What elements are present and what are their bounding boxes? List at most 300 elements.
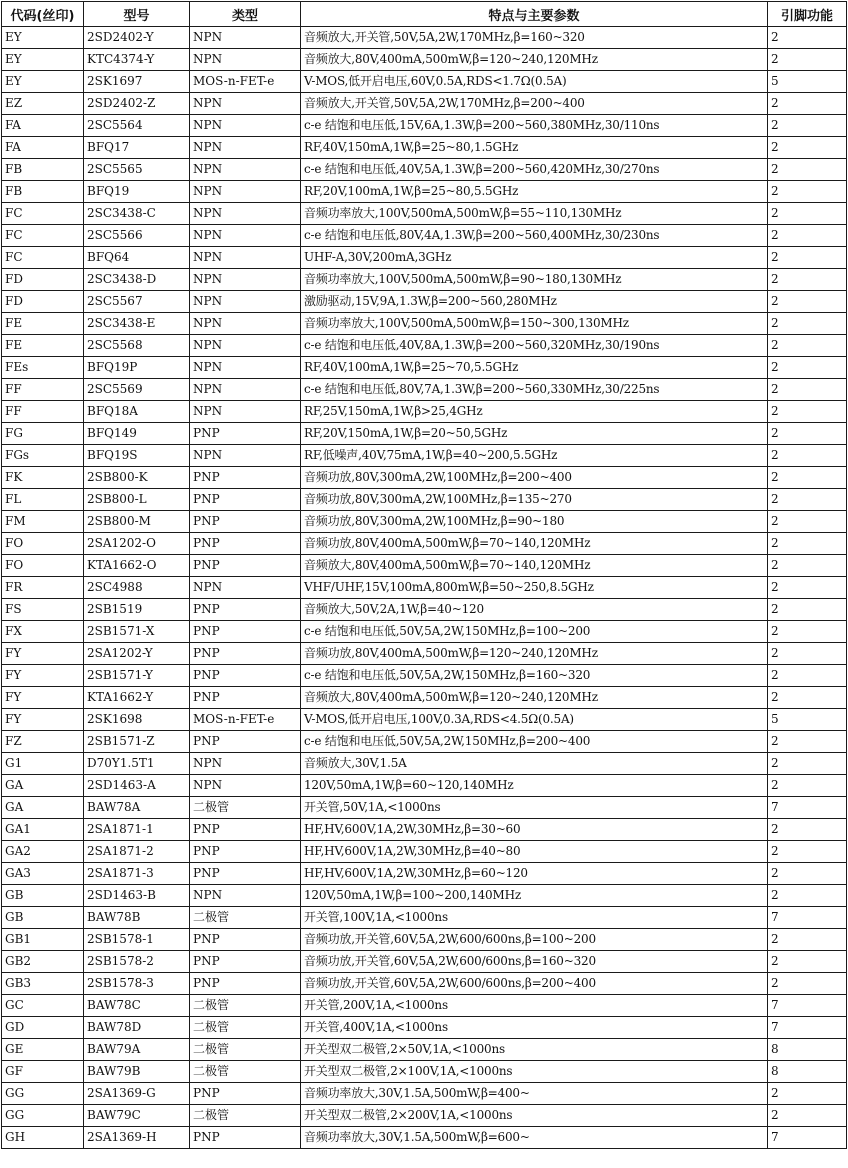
table-header-row <box>2 2 847 27</box>
cell-model: 2SA1202-Y <box>84 643 190 665</box>
cell-code: FO <box>2 533 84 555</box>
cell-param: 音频功放,80V,300mA,2W,100MHz,β=135~270 <box>301 489 768 511</box>
table-row <box>2 467 847 489</box>
cell-model: 2SC3438-C <box>84 203 190 225</box>
cell-code: FK <box>2 467 84 489</box>
cell-type: NPN <box>190 291 301 313</box>
cell-code: FE <box>2 313 84 335</box>
cell-pin: 2 <box>768 467 847 489</box>
cell-code: FB <box>2 159 84 181</box>
cell-model: BFQ19 <box>84 181 190 203</box>
table-row <box>2 665 847 687</box>
cell-param: c-e 结饱和电压低,40V,8A,1.3W,β=200~560,320MHz,30/190ns <box>301 335 768 357</box>
cell-model: 2SA1871-1 <box>84 819 190 841</box>
cell-model: BAW79C <box>84 1105 190 1127</box>
cell-code: FF <box>2 401 84 423</box>
table-row <box>2 929 847 951</box>
cell-pin: 2 <box>768 445 847 467</box>
cell-pin: 2 <box>768 27 847 49</box>
table-row <box>2 335 847 357</box>
cell-pin: 2 <box>768 489 847 511</box>
cell-type: PNP <box>190 841 301 863</box>
cell-type: PNP <box>190 1083 301 1105</box>
cell-param: RF,25V,150mA,1W,β>25,4GHz <box>301 401 768 423</box>
cell-model: 2SA1369-H <box>84 1127 190 1149</box>
cell-model: 2SC5566 <box>84 225 190 247</box>
cell-type: NPN <box>190 225 301 247</box>
cell-pin: 2 <box>768 269 847 291</box>
header-parameters: 特点与主要参数 <box>301 2 768 27</box>
cell-param: 音频放大,80V,400mA,500mW,β=120~240,120MHz <box>301 49 768 71</box>
cell-pin: 2 <box>768 731 847 753</box>
cell-type: NPN <box>190 247 301 269</box>
cell-type: NPN <box>190 159 301 181</box>
cell-model: BAW78A <box>84 797 190 819</box>
cell-type: PNP <box>190 423 301 445</box>
cell-param: RF,20V,100mA,1W,β=25~80,5.5GHz <box>301 181 768 203</box>
cell-type: NPN <box>190 181 301 203</box>
cell-type: PNP <box>190 731 301 753</box>
cell-model: 2SB800-L <box>84 489 190 511</box>
cell-param: 音频功率放大,100V,500mA,500mW,β=55~110,130MHz <box>301 203 768 225</box>
cell-pin: 7 <box>768 907 847 929</box>
cell-code: FS <box>2 599 84 621</box>
table-row <box>2 511 847 533</box>
cell-model: BFQ19P <box>84 357 190 379</box>
cell-param: c-e 结饱和电压低,80V,7A,1.3W,β=200~560,330MHz,30/225ns <box>301 379 768 401</box>
cell-type: 二极管 <box>190 1105 301 1127</box>
cell-code: GA3 <box>2 863 84 885</box>
cell-code: FF <box>2 379 84 401</box>
cell-pin: 5 <box>768 71 847 93</box>
cell-param: c-e 结饱和电压低,50V,5A,2W,150MHz,β=160~320 <box>301 665 768 687</box>
cell-param: 音频功放,开关管,60V,5A,2W,600/600ns,β=100~200 <box>301 929 768 951</box>
cell-type: PNP <box>190 665 301 687</box>
table-row <box>2 555 847 577</box>
cell-param: 120V,50mA,1W,β=60~120,140MHz <box>301 775 768 797</box>
cell-param: HF,HV,600V,1A,2W,30MHz,β=30~60 <box>301 819 768 841</box>
cell-model: BFQ19S <box>84 445 190 467</box>
table-row <box>2 401 847 423</box>
cell-pin: 7 <box>768 797 847 819</box>
cell-param: UHF-A,30V,200mA,3GHz <box>301 247 768 269</box>
cell-param: HF,HV,600V,1A,2W,30MHz,β=60~120 <box>301 863 768 885</box>
cell-pin: 2 <box>768 555 847 577</box>
cell-model: BFQ18A <box>84 401 190 423</box>
cell-type: NPN <box>190 379 301 401</box>
cell-pin: 2 <box>768 929 847 951</box>
cell-type: NPN <box>190 93 301 115</box>
cell-code: GF <box>2 1061 84 1083</box>
cell-code: FZ <box>2 731 84 753</box>
cell-model: 2SC3438-E <box>84 313 190 335</box>
cell-model: KTC4374-Y <box>84 49 190 71</box>
cell-type: PNP <box>190 533 301 555</box>
cell-param: 开关管,400V,1A,<1000ns <box>301 1017 768 1039</box>
table-row <box>2 1017 847 1039</box>
cell-model: 2SC3438-D <box>84 269 190 291</box>
cell-type: PNP <box>190 511 301 533</box>
cell-code: FY <box>2 643 84 665</box>
cell-pin: 2 <box>768 841 847 863</box>
cell-pin: 2 <box>768 247 847 269</box>
cell-model: BFQ64 <box>84 247 190 269</box>
cell-pin: 7 <box>768 1127 847 1149</box>
cell-param: 音频放大,开关管,50V,5A,2W,170MHz,β=200~400 <box>301 93 768 115</box>
cell-param: 120V,50mA,1W,β=100~200,140MHz <box>301 885 768 907</box>
table-row <box>2 951 847 973</box>
cell-pin: 2 <box>768 687 847 709</box>
cell-code: FA <box>2 115 84 137</box>
cell-model: 2SD2402-Y <box>84 27 190 49</box>
cell-code: FG <box>2 423 84 445</box>
table-row <box>2 621 847 643</box>
header-model: 型号 <box>84 2 190 27</box>
cell-param: 音频功放,开关管,60V,5A,2W,600/600ns,β=160~320 <box>301 951 768 973</box>
cell-code: FY <box>2 665 84 687</box>
cell-model: KTA1662-O <box>84 555 190 577</box>
table-row <box>2 313 847 335</box>
cell-code: EY <box>2 27 84 49</box>
cell-model: BFQ149 <box>84 423 190 445</box>
cell-pin: 2 <box>768 753 847 775</box>
cell-model: 2SC5565 <box>84 159 190 181</box>
cell-pin: 2 <box>768 577 847 599</box>
cell-code: FA <box>2 137 84 159</box>
cell-param: 音频放大,开关管,50V,5A,2W,170MHz,β=160~320 <box>301 27 768 49</box>
cell-type: PNP <box>190 929 301 951</box>
table-row <box>2 643 847 665</box>
cell-code: GA1 <box>2 819 84 841</box>
cell-model: 2SD1463-B <box>84 885 190 907</box>
cell-code: GG <box>2 1083 84 1105</box>
cell-type: PNP <box>190 951 301 973</box>
cell-model: 2SB1578-2 <box>84 951 190 973</box>
cell-code: FX <box>2 621 84 643</box>
cell-param: 音频功率放大,30V,1.5A,500mW,β=600~ <box>301 1127 768 1149</box>
cell-type: MOS-n-FET-e <box>190 71 301 93</box>
cell-pin: 2 <box>768 511 847 533</box>
cell-model: 2SK1698 <box>84 709 190 731</box>
cell-code: GE <box>2 1039 84 1061</box>
cell-type: PNP <box>190 1127 301 1149</box>
cell-model: BAW79A <box>84 1039 190 1061</box>
cell-type: NPN <box>190 115 301 137</box>
cell-pin: 8 <box>768 1039 847 1061</box>
cell-code: GB <box>2 907 84 929</box>
cell-param: RF,40V,150mA,1W,β=25~80,1.5GHz <box>301 137 768 159</box>
cell-model: 2SB1571-Y <box>84 665 190 687</box>
cell-pin: 2 <box>768 159 847 181</box>
table-row <box>2 841 847 863</box>
table-row <box>2 27 847 49</box>
cell-pin: 2 <box>768 973 847 995</box>
table-row <box>2 819 847 841</box>
cell-param: c-e 结饱和电压低,50V,5A,2W,150MHz,β=100~200 <box>301 621 768 643</box>
table-row <box>2 247 847 269</box>
table-row <box>2 885 847 907</box>
cell-pin: 7 <box>768 995 847 1017</box>
cell-model: BAW78D <box>84 1017 190 1039</box>
cell-type: 二极管 <box>190 1039 301 1061</box>
cell-pin: 2 <box>768 291 847 313</box>
cell-type: MOS-n-FET-e <box>190 709 301 731</box>
cell-code: GA <box>2 797 84 819</box>
cell-pin: 2 <box>768 335 847 357</box>
cell-model: 2SB1519 <box>84 599 190 621</box>
cell-code: GA2 <box>2 841 84 863</box>
cell-param: 开关管,50V,1A,<1000ns <box>301 797 768 819</box>
cell-code: GD <box>2 1017 84 1039</box>
table-row <box>2 1061 847 1083</box>
cell-param: c-e 结饱和电压低,15V,6A,1.3W,β=200~560,380MHz,30/110ns <box>301 115 768 137</box>
table-row <box>2 1105 847 1127</box>
table-row <box>2 357 847 379</box>
table-row <box>2 379 847 401</box>
cell-param: RF,40V,100mA,1W,β=25~70,5.5GHz <box>301 357 768 379</box>
cell-param: c-e 结饱和电压低,40V,5A,1.3W,β=200~560,420MHz,30/270ns <box>301 159 768 181</box>
cell-model: 2SA1202-O <box>84 533 190 555</box>
cell-param: c-e 结饱和电压低,50V,5A,2W,150MHz,β=200~400 <box>301 731 768 753</box>
cell-type: NPN <box>190 137 301 159</box>
cell-pin: 2 <box>768 115 847 137</box>
cell-pin: 2 <box>768 423 847 445</box>
cell-code: GC <box>2 995 84 1017</box>
cell-pin: 2 <box>768 225 847 247</box>
cell-code: FC <box>2 247 84 269</box>
cell-code: FC <box>2 203 84 225</box>
header-code: 代码(丝印) <box>2 2 84 27</box>
table-row <box>2 269 847 291</box>
cell-model: KTA1662-Y <box>84 687 190 709</box>
cell-param: 开关型双二极管,2×100V,1A,<1000ns <box>301 1061 768 1083</box>
cell-model: BAW78C <box>84 995 190 1017</box>
cell-param: 音频功放,80V,300mA,2W,100MHz,β=200~400 <box>301 467 768 489</box>
cell-code: G1 <box>2 753 84 775</box>
cell-type: NPN <box>190 775 301 797</box>
cell-code: FD <box>2 291 84 313</box>
cell-param: V-MOS,低开启电压,60V,0.5A,RDS<1.7Ω(0.5A) <box>301 71 768 93</box>
cell-type: 二极管 <box>190 907 301 929</box>
transistor-parameter-table <box>1 1 847 1149</box>
cell-param: 音频功放,80V,400mA,500mW,β=70~140,120MHz <box>301 533 768 555</box>
cell-type: NPN <box>190 313 301 335</box>
cell-param: 音频功放,80V,300mA,2W,100MHz,β=90~180 <box>301 511 768 533</box>
cell-param: HF,HV,600V,1A,2W,30MHz,β=40~80 <box>301 841 768 863</box>
cell-type: 二极管 <box>190 1061 301 1083</box>
table-row <box>2 577 847 599</box>
cell-model: 2SB1571-X <box>84 621 190 643</box>
cell-code: EZ <box>2 93 84 115</box>
cell-param: 音频放大,80V,400mA,500mW,β=70~140,120MHz <box>301 555 768 577</box>
header-pin-function: 引脚功能 <box>768 2 847 27</box>
table-row <box>2 423 847 445</box>
table-row <box>2 753 847 775</box>
cell-code: GB2 <box>2 951 84 973</box>
cell-pin: 7 <box>768 1017 847 1039</box>
cell-pin: 2 <box>768 863 847 885</box>
cell-param: 音频功放,开关管,60V,5A,2W,600/600ns,β=200~400 <box>301 973 768 995</box>
cell-param: 音频功放,80V,400mA,500mW,β=120~240,120MHz <box>301 643 768 665</box>
cell-type: PNP <box>190 687 301 709</box>
cell-type: NPN <box>190 753 301 775</box>
cell-pin: 2 <box>768 401 847 423</box>
cell-param: RF,20V,150mA,1W,β=20~50,5GHz <box>301 423 768 445</box>
cell-param: 音频放大,30V,1.5A <box>301 753 768 775</box>
cell-model: 2SA1369-G <box>84 1083 190 1105</box>
table-row <box>2 93 847 115</box>
cell-pin: 2 <box>768 665 847 687</box>
cell-code: FGs <box>2 445 84 467</box>
cell-type: PNP <box>190 621 301 643</box>
cell-pin: 2 <box>768 1105 847 1127</box>
cell-code: EY <box>2 49 84 71</box>
cell-model: BFQ17 <box>84 137 190 159</box>
cell-pin: 2 <box>768 643 847 665</box>
cell-code: FR <box>2 577 84 599</box>
table-row <box>2 907 847 929</box>
cell-param: 开关管,200V,1A,<1000ns <box>301 995 768 1017</box>
cell-model: 2SB1578-3 <box>84 973 190 995</box>
table-row <box>2 137 847 159</box>
cell-type: NPN <box>190 203 301 225</box>
table-row <box>2 687 847 709</box>
table-row <box>2 599 847 621</box>
cell-param: V-MOS,低开启电压,100V,0.3A,RDS<4.5Ω(0.5A) <box>301 709 768 731</box>
cell-type: PNP <box>190 863 301 885</box>
table-body <box>2 27 847 1149</box>
header-type: 类型 <box>190 2 301 27</box>
cell-type: NPN <box>190 49 301 71</box>
cell-code: GG <box>2 1105 84 1127</box>
table-row <box>2 489 847 511</box>
cell-pin: 2 <box>768 379 847 401</box>
cell-model: 2SB800-K <box>84 467 190 489</box>
cell-pin: 2 <box>768 621 847 643</box>
table-row <box>2 225 847 247</box>
table-row <box>2 445 847 467</box>
cell-type: NPN <box>190 401 301 423</box>
table-row <box>2 1127 847 1149</box>
cell-type: NPN <box>190 357 301 379</box>
table-row <box>2 533 847 555</box>
cell-pin: 2 <box>768 357 847 379</box>
table-row <box>2 973 847 995</box>
cell-param: c-e 结饱和电压低,80V,4A,1.3W,β=200~560,400MHz,30/230ns <box>301 225 768 247</box>
table-row <box>2 995 847 1017</box>
cell-pin: 2 <box>768 313 847 335</box>
cell-param: 音频功率放大,100V,500mA,500mW,β=90~180,130MHz <box>301 269 768 291</box>
cell-pin: 2 <box>768 951 847 973</box>
cell-model: 2SD1463-A <box>84 775 190 797</box>
table-row <box>2 863 847 885</box>
cell-pin: 2 <box>768 181 847 203</box>
cell-pin: 2 <box>768 533 847 555</box>
cell-model: 2SC5564 <box>84 115 190 137</box>
cell-type: PNP <box>190 467 301 489</box>
cell-model: BAW78B <box>84 907 190 929</box>
cell-code: EY <box>2 71 84 93</box>
cell-model: 2SB1578-1 <box>84 929 190 951</box>
cell-param: 开关型双二极管,2×50V,1A,<1000ns <box>301 1039 768 1061</box>
cell-type: PNP <box>190 973 301 995</box>
cell-pin: 5 <box>768 709 847 731</box>
table-row <box>2 731 847 753</box>
cell-pin: 2 <box>768 137 847 159</box>
cell-param: 开关型双二极管,2×200V,1A,<1000ns <box>301 1105 768 1127</box>
cell-pin: 2 <box>768 49 847 71</box>
cell-model: 2SD2402-Z <box>84 93 190 115</box>
table-row <box>2 159 847 181</box>
cell-param: 音频功率放大,30V,1.5A,500mW,β=400~ <box>301 1083 768 1105</box>
cell-param: VHF/UHF,15V,100mA,800mW,β=50~250,8.5GHz <box>301 577 768 599</box>
cell-model: 2SB800-M <box>84 511 190 533</box>
cell-param: 激励驱动,15V,9A,1.3W,β=200~560,280MHz <box>301 291 768 313</box>
table-row <box>2 115 847 137</box>
cell-model: 2SA1871-3 <box>84 863 190 885</box>
cell-type: NPN <box>190 885 301 907</box>
cell-type: PNP <box>190 819 301 841</box>
cell-param: 音频放大,80V,400mA,500mW,β=120~240,120MHz <box>301 687 768 709</box>
cell-type: NPN <box>190 335 301 357</box>
cell-type: PNP <box>190 599 301 621</box>
cell-code: FM <box>2 511 84 533</box>
cell-pin: 2 <box>768 819 847 841</box>
cell-pin: 2 <box>768 1083 847 1105</box>
cell-type: 二极管 <box>190 995 301 1017</box>
cell-code: GB <box>2 885 84 907</box>
cell-type: NPN <box>190 269 301 291</box>
cell-code: GB3 <box>2 973 84 995</box>
cell-model: 2SB1571-Z <box>84 731 190 753</box>
table-row <box>2 203 847 225</box>
cell-type: PNP <box>190 489 301 511</box>
cell-param: 音频功率放大,100V,500mA,500mW,β=150~300,130MHz <box>301 313 768 335</box>
cell-param: RF,低噪声,40V,75mA,1W,β=40~200,5.5GHz <box>301 445 768 467</box>
cell-model: 2SC5567 <box>84 291 190 313</box>
cell-code: FO <box>2 555 84 577</box>
cell-model: BAW79B <box>84 1061 190 1083</box>
cell-code: FY <box>2 709 84 731</box>
cell-type: NPN <box>190 577 301 599</box>
table-row <box>2 1083 847 1105</box>
cell-code: GH <box>2 1127 84 1149</box>
cell-pin: 2 <box>768 599 847 621</box>
table-row <box>2 709 847 731</box>
table-row <box>2 71 847 93</box>
table-row <box>2 49 847 71</box>
cell-pin: 2 <box>768 885 847 907</box>
cell-model: D70Y1.5T1 <box>84 753 190 775</box>
cell-type: NPN <box>190 445 301 467</box>
cell-type: NPN <box>190 27 301 49</box>
table-row <box>2 181 847 203</box>
cell-code: FL <box>2 489 84 511</box>
cell-code: FE <box>2 335 84 357</box>
table-row <box>2 775 847 797</box>
cell-code: FEs <box>2 357 84 379</box>
table-row <box>2 291 847 313</box>
cell-code: FB <box>2 181 84 203</box>
cell-pin: 2 <box>768 775 847 797</box>
cell-pin: 2 <box>768 93 847 115</box>
cell-param: 开关管,100V,1A,<1000ns <box>301 907 768 929</box>
cell-code: GB1 <box>2 929 84 951</box>
cell-type: 二极管 <box>190 1017 301 1039</box>
cell-code: FD <box>2 269 84 291</box>
cell-type: PNP <box>190 555 301 577</box>
cell-model: 2SC5568 <box>84 335 190 357</box>
